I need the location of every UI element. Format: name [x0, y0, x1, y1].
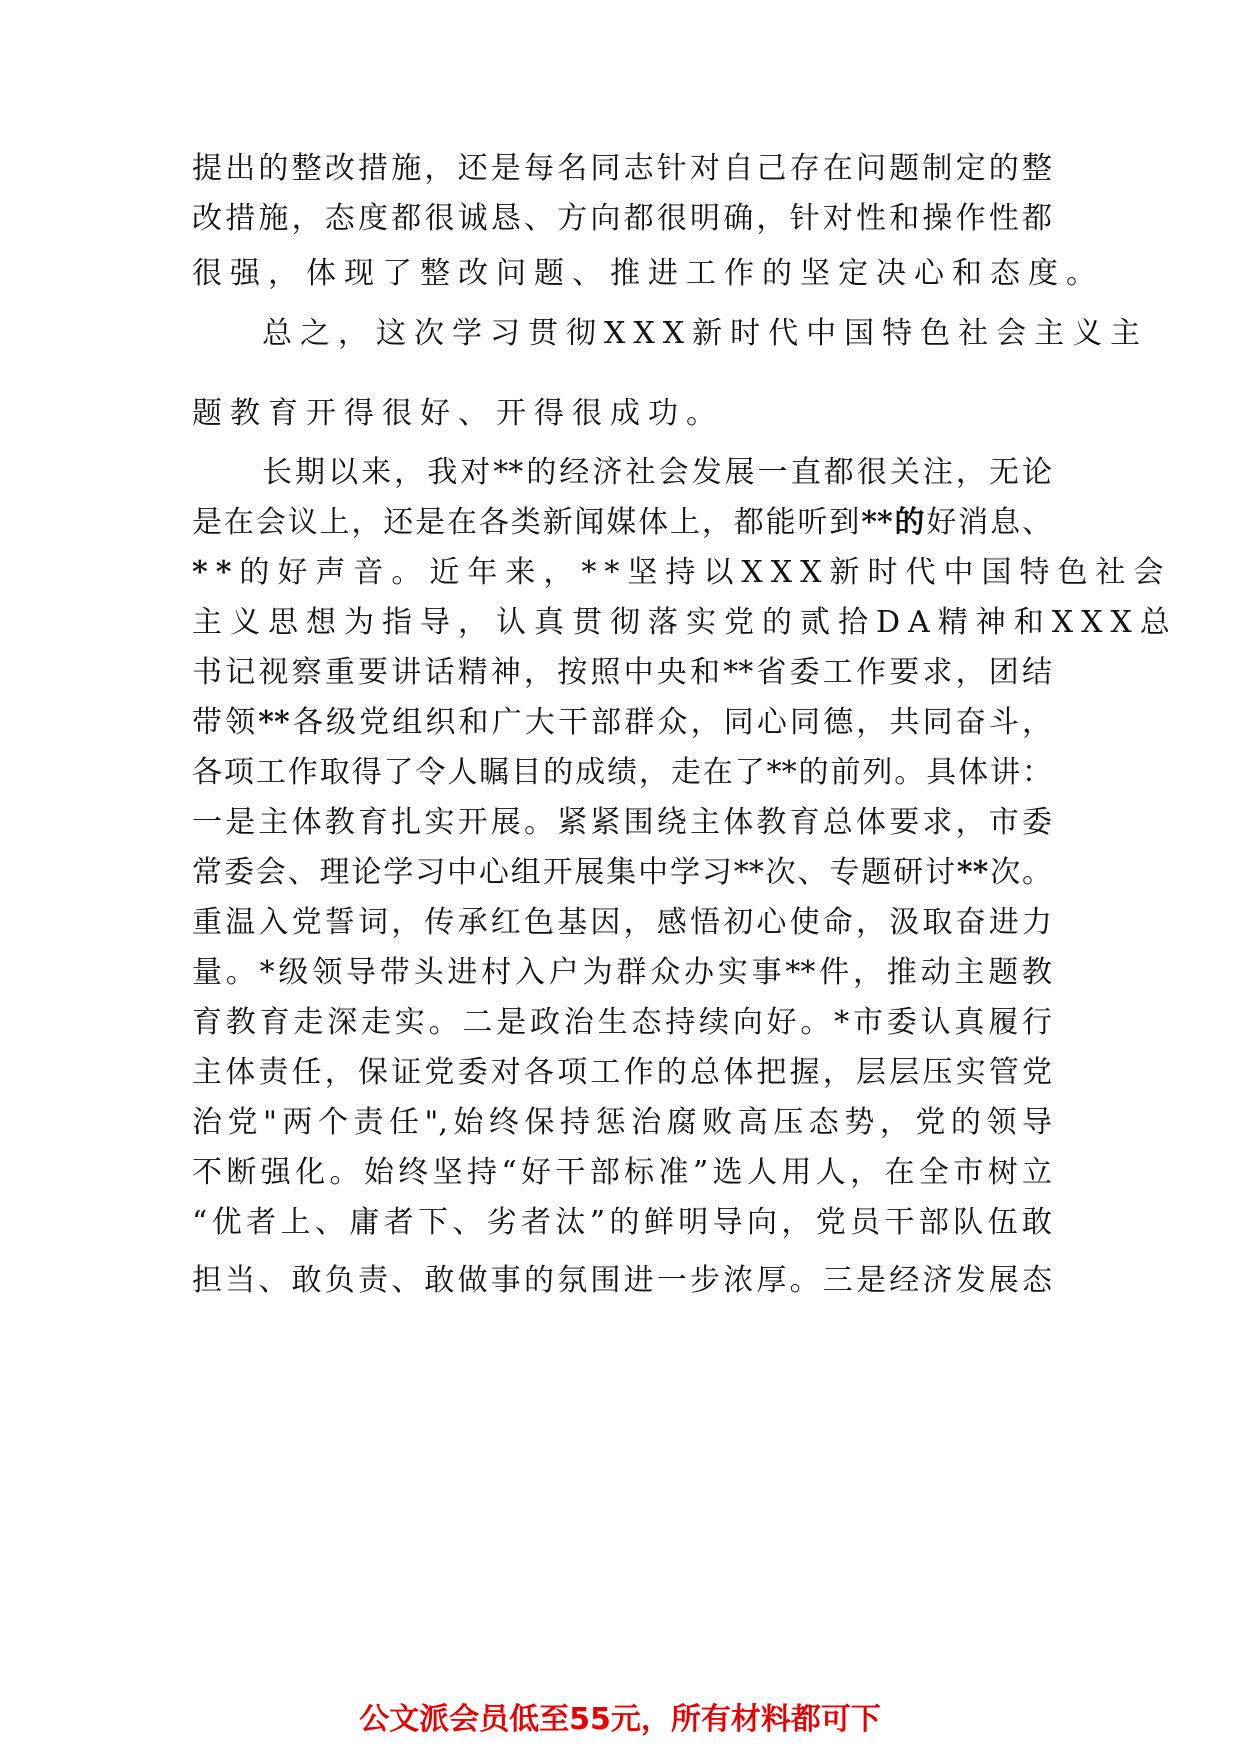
text-line — [192, 503, 1052, 543]
text-line: 量。*级领导带头进村入户为群众办实事**件，推动主题教 — [192, 955, 1052, 990]
text-line — [192, 853, 1052, 893]
promo-banner[interactable]: 公文派会员低至55元，所有材料都可下 — [359, 1702, 881, 1737]
text-line: 书记视察重要讲话精神，按照中央和**省委工作要求，团结 — [192, 655, 1052, 690]
text-line: 各项工作取得了令人瞩目的成绩，走在了**的前列。具体讲： — [192, 755, 1052, 790]
text-segment: 是在会议上，还是在各类新闻媒体上，都能听到 — [192, 505, 862, 540]
text-segment: 次。 — [988, 855, 1053, 890]
text-line: 一是主体教育扎实开展。紧紧围绕主体教育总体要求，市委 — [192, 805, 1052, 840]
text-line: 很强，体现了整改问题、推进工作的坚定决心和态度。 — [192, 256, 1104, 291]
text-line — [192, 553, 1172, 593]
text-line: 治党"两个责任",始终保持惩治腐败高压态势，党的领导 — [192, 1105, 1052, 1140]
text-line: 改措施，态度都很诚恳、方向都很明确，针对性和操作性都 — [192, 201, 1052, 236]
text-line: 主体责任，保证党委对各项工作的总体把握，层层压实管党 — [192, 1055, 1052, 1090]
text-line: 长期以来，我对**的经济社会发展一直都很关注，无论 — [262, 455, 1052, 490]
text-line — [192, 703, 1052, 743]
bold-text-segment: **的 — [861, 505, 927, 540]
text-segment: 各级党组织和广大干部群众，同心同德，共同奋斗， — [289, 705, 1053, 740]
text-line: “优者上、庸者下、劣者汰”的鲜明导向，党员干部队伍敢 — [192, 1205, 1052, 1240]
text-line: 题教育开得很好、开得很成功。 — [192, 396, 724, 431]
text-line: 重温入党誓词，传承红色基因，感悟初心使命，汲取奋进力 — [192, 905, 1052, 940]
text-segment: 好消息、 — [926, 505, 1052, 540]
text-segment: 的好声音。近年来，**坚持以XXX新时代中国特色社会 — [239, 555, 1172, 590]
text-line: 提出的整改措施，还是每名同志针对自己存在问题制定的整 — [192, 151, 1052, 186]
bold-text-segment: ** — [956, 855, 989, 890]
text-segment: 常委会、理论学习中心组开展集中学习**次、专题研讨 — [192, 855, 957, 890]
bold-text-segment: ** — [258, 705, 290, 740]
text-line: 担当、敢负责、敢做事的氛围进一步浓厚。三是经济发展态 — [192, 1263, 1052, 1298]
text-line: 总之，这次学习贯彻XXX新时代中国特色社会主义主 — [262, 316, 1149, 351]
text-line: 不断强化。始终坚持“好干部标准”选人用人，在全市树立 — [192, 1155, 1052, 1190]
text-segment: 带领 — [192, 705, 259, 740]
text-line: 主义思想为指导，认真贯彻落实党的贰拾DA精神和XXX总 — [192, 605, 1178, 640]
text-line: 育教育走深走实。二是政治生态持续向好。*市委认真履行 — [192, 1005, 1052, 1040]
bold-text-segment: ** — [192, 555, 240, 590]
